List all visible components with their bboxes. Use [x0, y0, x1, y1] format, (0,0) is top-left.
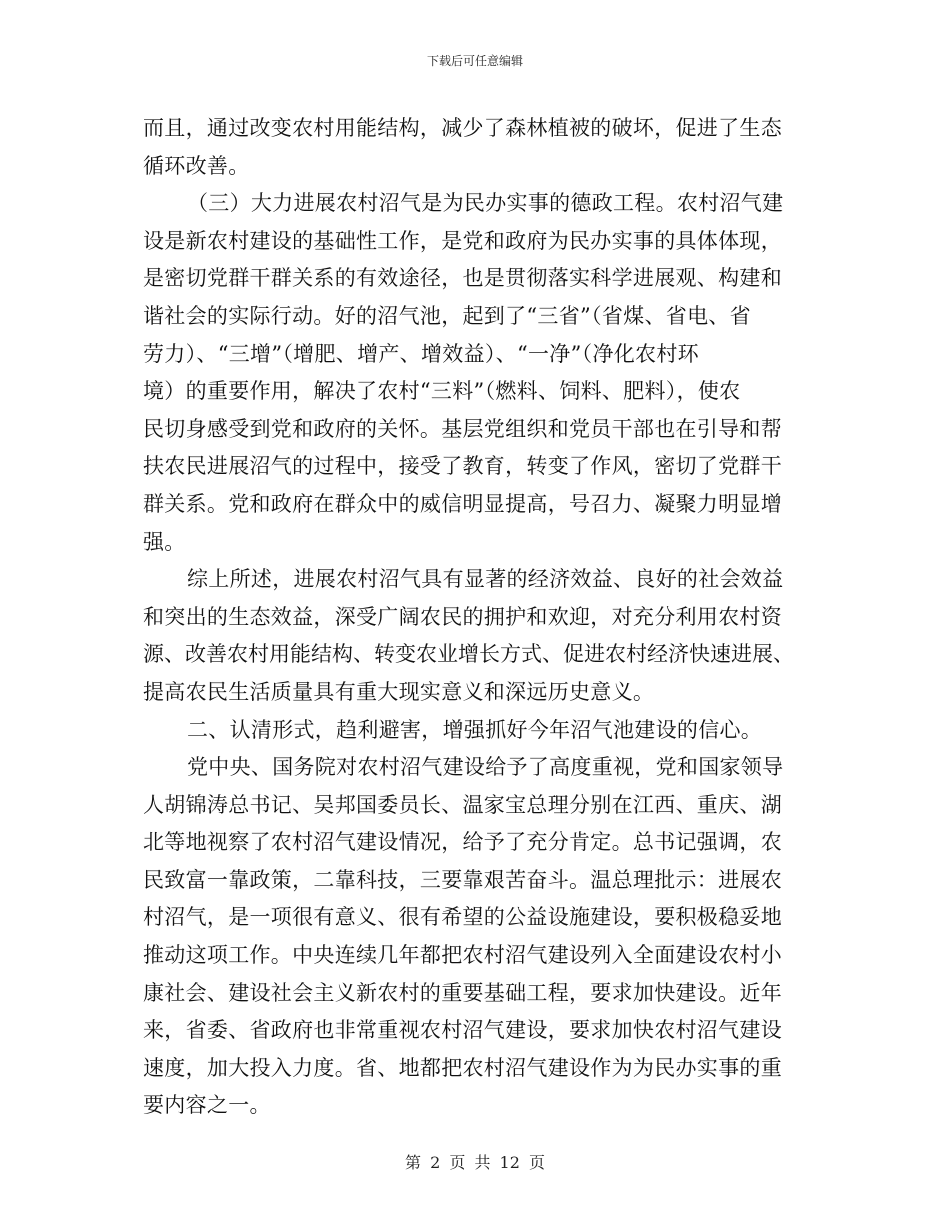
- body-line: 北等地视察了农村沼气建设情况，给予了充分肯定。总书记强调，农: [143, 830, 782, 855]
- body-line: 和突出的生态效益，深受广阔农民的拥护和欢迎，对充分利用农村资: [143, 604, 782, 629]
- body-line: 速度，加大投入力度。省、地都把农村沼气建设作为为民办实事的重: [143, 1055, 782, 1080]
- body-line: 推动这项工作。中央连续几年都把农村沼气建设列入全面建设农村小: [143, 943, 782, 968]
- body-line: 综上所述，进展农村沼气具有显著的经济效益、良好的社会效益: [187, 567, 784, 592]
- body-line: 而且，通过改变农村用能结构，减少了森林植被的破坏，促进了生态: [143, 116, 782, 140]
- document-body: [143, 110, 808, 1125]
- body-line: 村沼气，是一项很有意义、很有希望的公益设施建设，要积极稳妥地: [143, 905, 782, 930]
- page-header: 下载后可任意编辑: [426, 54, 523, 68]
- body-line: 扶农民进展沼气的过程中，接受了教育，转变了作风，密切了党群干: [143, 454, 782, 479]
- body-line: 境）的重要作用，解决了农村“三料”（燃料、饲料、肥料），使农: [143, 379, 741, 404]
- body-line: 群关系。党和政府在群众中的威信明显提高，号召力、凝聚力明显增: [143, 491, 782, 516]
- body-line: 民切身感受到党和政府的关怀。基层党组织和党员干部也在引导和帮: [143, 416, 782, 441]
- body-line: 谐社会的实际行动。好的沼气池，起到了“三省”（省煤、省电、省: [143, 303, 751, 328]
- body-line: 源、改善农村用能结构、转变农业增长方式、促进农村经济快速进展、: [143, 642, 794, 667]
- body-line: 提高农民生活质量具有重大现实意义和深远历史意义。: [143, 679, 655, 704]
- body-line: 人胡锦涛总书记、吴邦国委员长、温家宝总理分别在江西、重庆、湖: [143, 792, 782, 817]
- body-line: 来，省委、省政府也非常重视农村沼气建设，要求加快农村沼气建设: [143, 1018, 782, 1043]
- body-line: 党中央、国务院对农村沼气建设给予了高度重视，党和国家领导: [187, 755, 784, 780]
- body-line: （三）大力进展农村沼气是为民办实事的德政工程。农村沼气建: [187, 191, 784, 216]
- body-line: 民致富一靠政策，二靠科技，三要靠艰苦奋斗。温总理批示：进展农: [143, 867, 782, 892]
- section-heading: 二、认清形式，趋利避害，增强抓好今年沼气池建设的信心。: [187, 717, 763, 742]
- page-number-footer: 第 2 页 共 12 页: [405, 1153, 545, 1172]
- body-line: 康社会、建设社会主义新农村的重要基础工程，要求加快建设。近年: [143, 980, 782, 1005]
- body-line: 劳力）、“三增”（增肥、增产、增效益）、“一净”（净化农村环: [143, 341, 699, 366]
- body-line: 强。: [143, 529, 186, 554]
- body-line: 是密切党群干群关系的有效途径，也是贯彻落实科学进展观、构建和: [143, 266, 782, 291]
- body-line: 循环改善。: [143, 153, 250, 178]
- body-line: 要内容之一。: [143, 1093, 271, 1118]
- body-line: 设是新农村建设的基础性工作，是党和政府为民办实事的具体体现，: [143, 228, 782, 253]
